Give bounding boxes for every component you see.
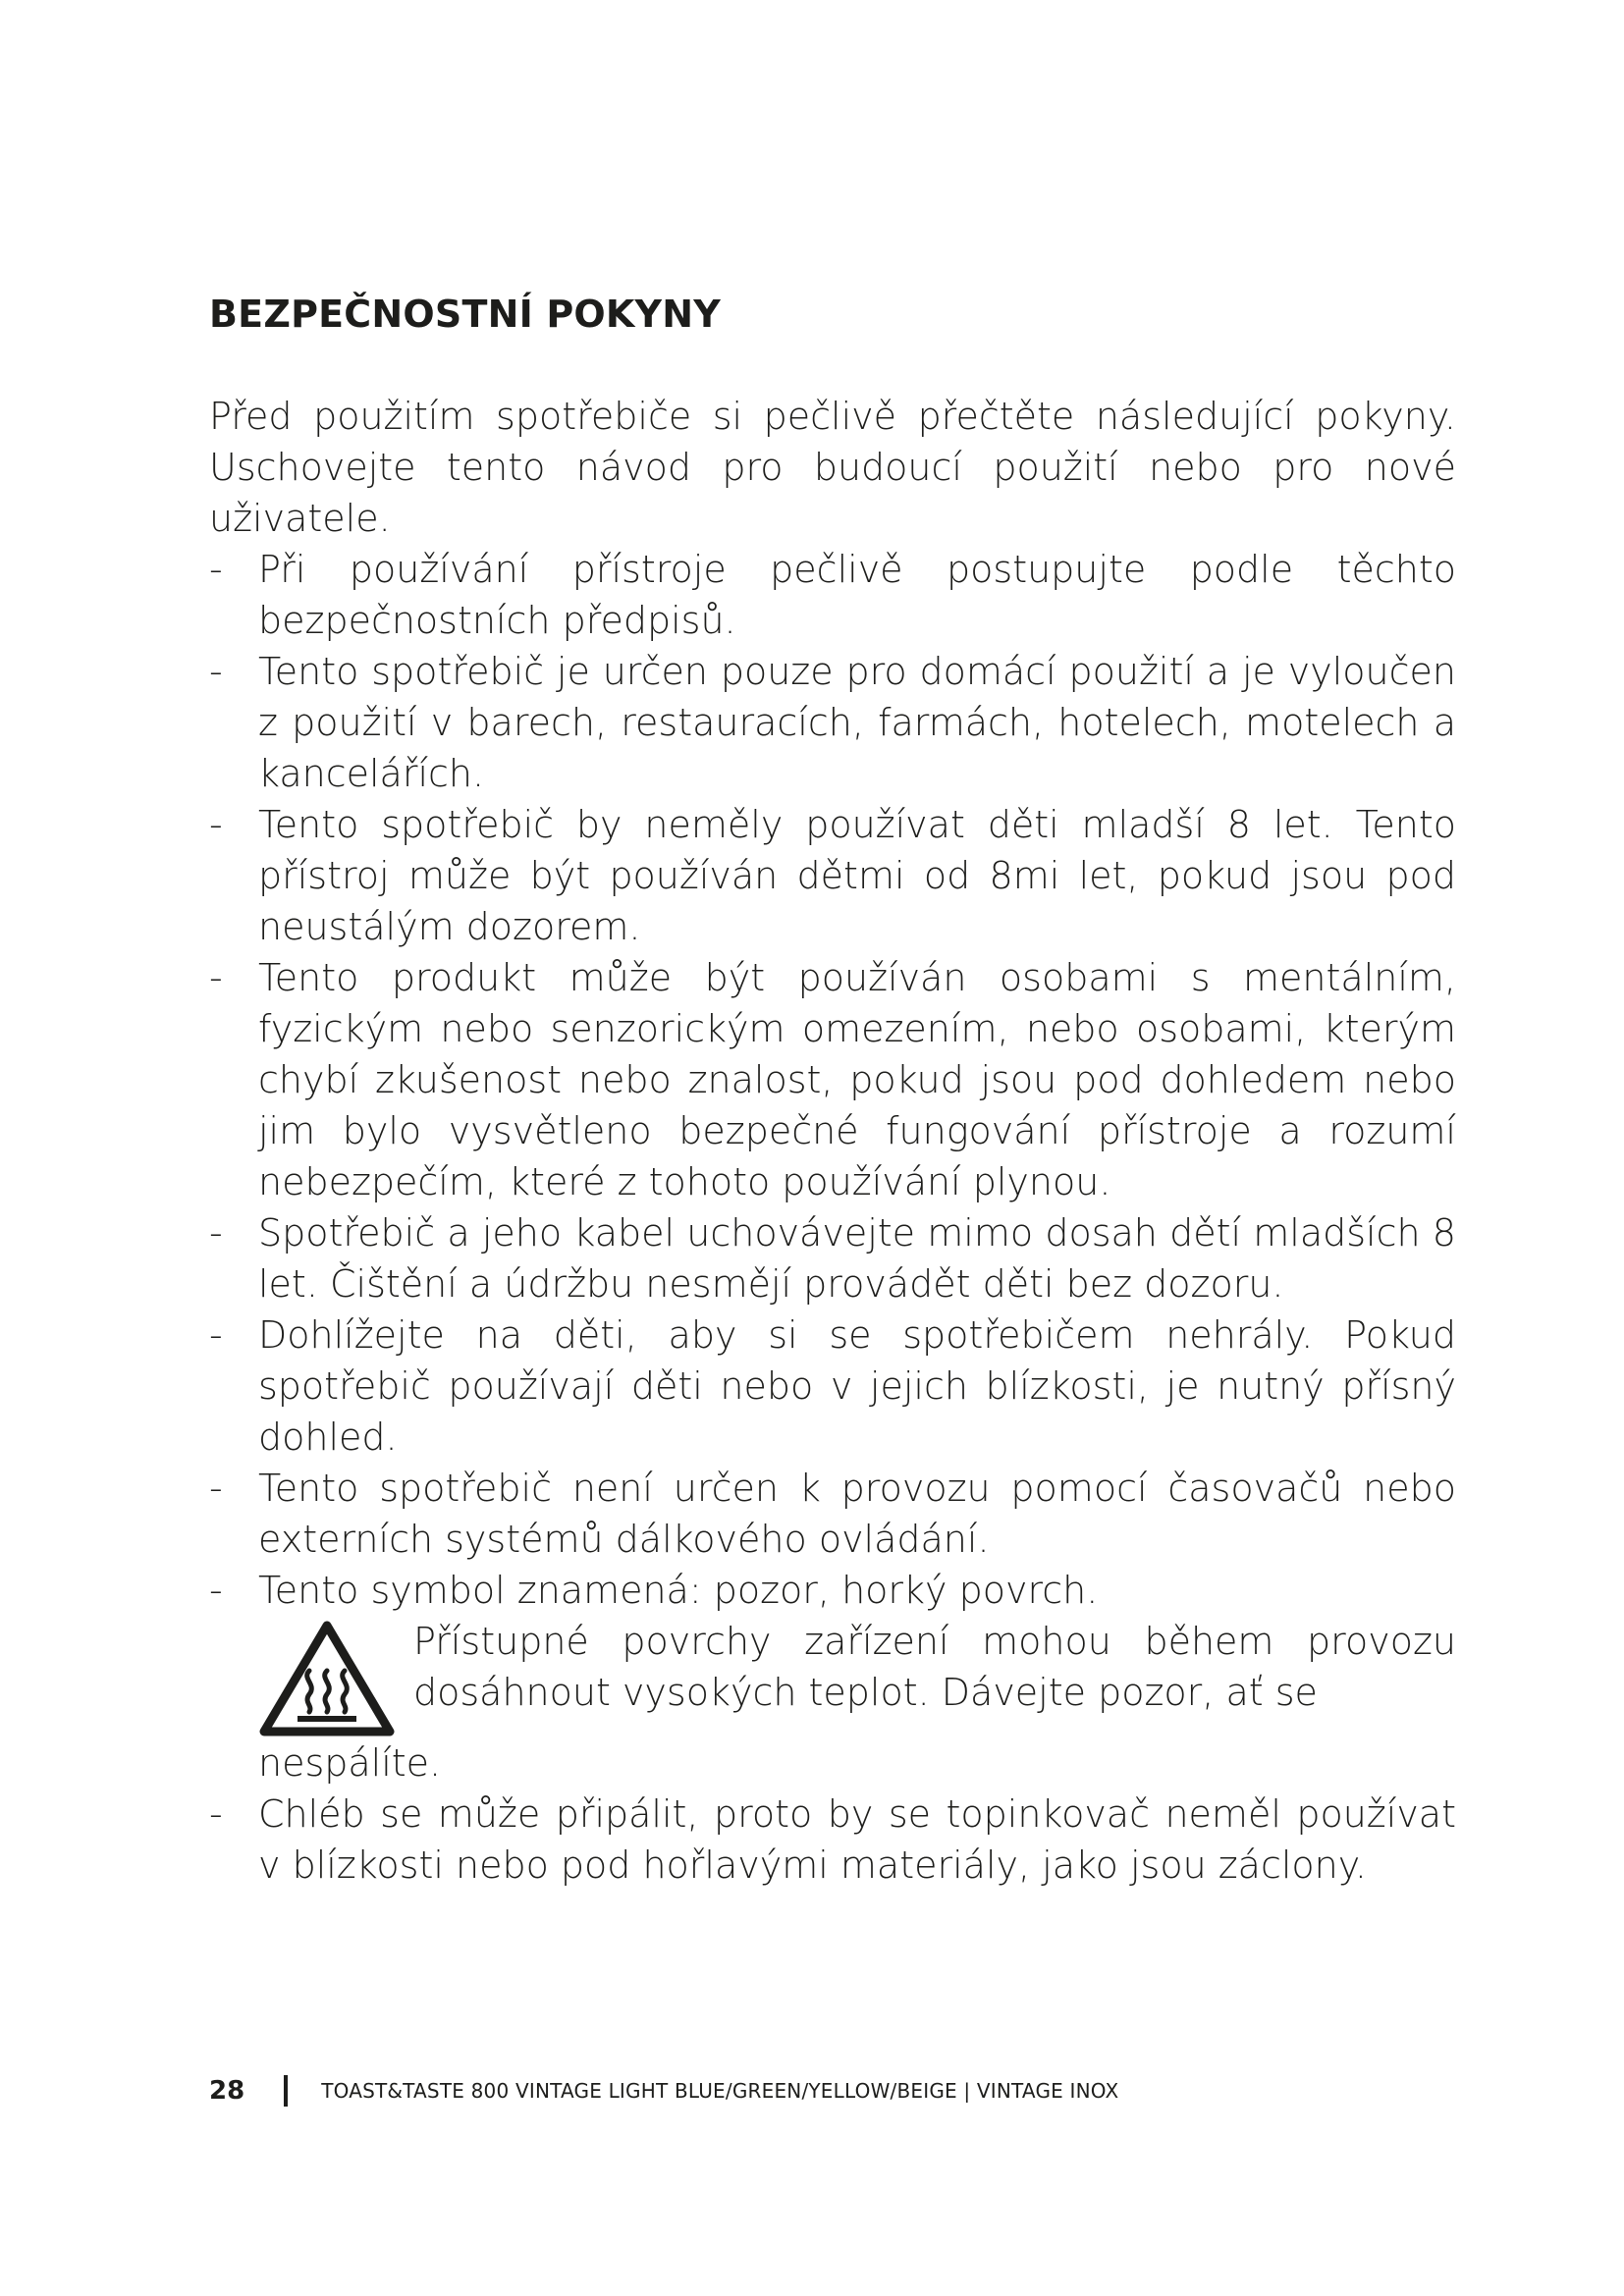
intro-paragraph: Před použitím spotřebiče si pečlivě přečtěte následující pokyny. Uschovejte tento návod pro budoucí použití nebo pro nové uživatele. <box>209 395 1456 540</box>
hot-surface-tail: nespálíte. <box>258 1741 442 1785</box>
rule-text: Tento spotřebič je určen pouze pro domácí použití a je vyloučen z použití v barech, restauracích, farmách, hotelech, motelech a kancelářích. <box>258 650 1456 795</box>
list-dash: - <box>209 1313 223 1357</box>
list-dash: - <box>209 1211 223 1255</box>
list-item <box>209 1463 1456 1565</box>
list-item <box>209 799 1456 952</box>
list-item <box>209 952 1456 1207</box>
rule-text: Spotřebič a jeho kabel uchovávejte mimo dosah dětí mladších 8 let. Čištění a údržbu nesmějí provádět děti bez dozoru. <box>258 1211 1456 1306</box>
hot-surface-item <box>209 1565 1456 1789</box>
hot-surface-line: Tento symbol znamená: pozor, horký povrch. <box>258 1569 1099 1612</box>
rule-text: Při používání přístroje pečlivě postupujte podle těchto bezpečnostních předpisů. <box>258 548 1456 642</box>
rule-text: Tento spotřebič by neměly používat děti mladší 8 let. Tento přístroj může být používán dětmi od 8mi let, pokud jsou pod neustálým dozorem. <box>258 803 1456 948</box>
footer-divider <box>284 2075 288 2107</box>
rule-text: Tento spotřebič není určen k provozu pomocí časovačů nebo externích systémů dálkového ovládání. <box>258 1467 1456 1561</box>
list-dash: - <box>209 1792 223 1836</box>
hot-surface-description: Přístupné povrchy zařízení mohou během provozu dosáhnout vysokých teplot. Dávejte pozor, ať se <box>413 1620 1456 1714</box>
list-dash: - <box>209 650 223 693</box>
hot-surface-row <box>258 1616 1456 1737</box>
list-dash: - <box>209 548 223 591</box>
product-name: TOAST&TASTE 800 VINTAGE LIGHT BLUE/GREEN/YELLOW/BEIGE | VINTAGE INOX <box>321 2079 1119 2103</box>
list-dash: - <box>209 803 223 846</box>
rule-text: Chléb se může připálit, proto by se topinkovač neměl používat v blízkosti nebo pod hořlavými materiály, jako jsou záclony. <box>258 1792 1456 1887</box>
list-dash: - <box>209 1569 223 1612</box>
safety-rules-list <box>209 544 1456 1891</box>
list-dash: - <box>209 1467 223 1510</box>
list-item <box>209 1309 1456 1463</box>
hot-surface-warning-icon <box>258 1620 396 1737</box>
rule-text: Dohlížejte na děti, aby si se spotřebičem nehrály. Pokud spotřebič používají děti nebo v jejich blízkosti, je nutný přísný dohled. <box>258 1313 1456 1459</box>
rule-text: Tento produkt může být používán osobami s mentálním, fyzickým nebo senzorickým omezením, nebo osobami, kterým chybí zkušenost nebo znalost, pokud jsou pod dohledem nebo jim bylo vysvětleno bezpečné fungování přístroje a rozumí nebezpečím, které z tohoto používání plynou. <box>258 956 1456 1203</box>
page-number: 28 <box>209 2076 245 2106</box>
page-title: BEZPEČNOSTNÍ POKYNY <box>209 293 721 336</box>
list-item <box>209 1207 1456 1309</box>
list-item <box>209 646 1456 799</box>
list-dash: - <box>209 956 223 999</box>
list-item <box>209 1789 1456 1891</box>
page-footer <box>209 2075 1118 2107</box>
safety-content <box>209 391 1456 1891</box>
list-item <box>209 544 1456 646</box>
